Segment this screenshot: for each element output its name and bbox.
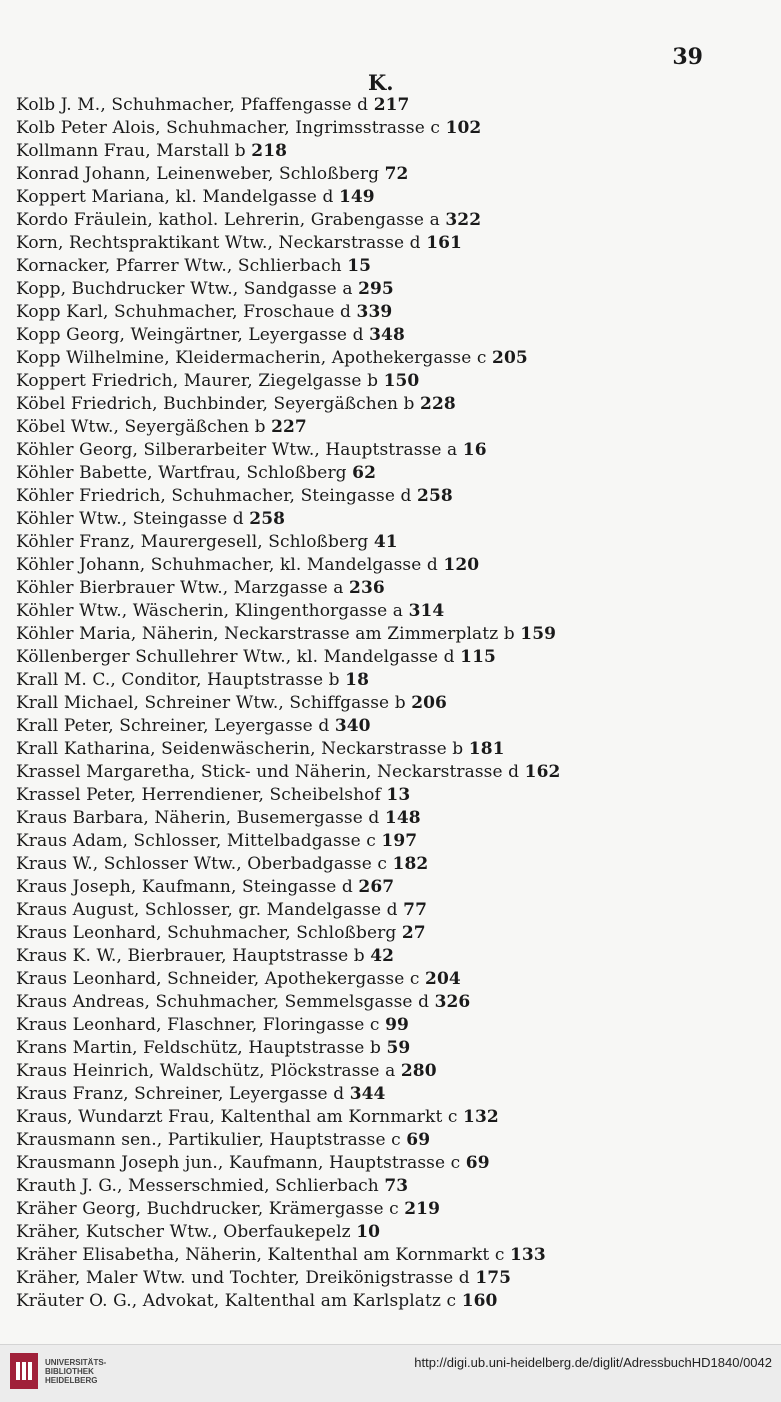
address-entry xyxy=(16,600,773,623)
entry-house-number: 236 xyxy=(349,578,385,598)
entry-text: Köhler Wtw., Steingasse d xyxy=(16,509,244,529)
address-entry xyxy=(16,1175,773,1198)
entry-house-number: 206 xyxy=(411,693,447,713)
entry-house-number: 73 xyxy=(384,1176,409,1196)
entry-house-number: 120 xyxy=(443,555,480,575)
entry-text: Kopp, Buchdrucker Wtw., Sandgasse a xyxy=(16,279,353,299)
entry-text: Köhler Bierbrauer Wtw., Marzgasse a xyxy=(16,578,344,598)
address-entry xyxy=(16,1014,773,1037)
entry-house-number: 69 xyxy=(465,1153,490,1173)
entry-house-number: 133 xyxy=(510,1245,546,1265)
entry-text: Köhler Georg, Silberarbeiter Wtw., Hauptstrasse a xyxy=(16,440,458,460)
entry-text: Kolb J. M., Schuhmacher, Pfaffengasse d xyxy=(16,95,369,115)
entry-house-number: 258 xyxy=(417,486,453,506)
entry-house-number: 348 xyxy=(369,325,405,345)
address-entry xyxy=(16,301,773,324)
entry-text: Köhler Johann, Schuhmacher, kl. Mandelgasse d xyxy=(16,555,438,575)
address-entry xyxy=(16,646,773,669)
entry-house-number: 205 xyxy=(492,348,528,368)
entry-text: Krall Michael, Schreiner Wtw., Schiffgasse b xyxy=(16,693,406,713)
address-entry xyxy=(16,715,773,738)
entry-text: Kopp Karl, Schuhmacher, Froschaue d xyxy=(16,302,351,322)
address-entry xyxy=(16,1290,773,1313)
address-entry xyxy=(16,209,773,232)
address-entry xyxy=(16,692,773,715)
entry-house-number: 72 xyxy=(384,164,409,184)
entry-house-number: 132 xyxy=(463,1107,499,1127)
entry-text: Kopp Wilhelmine, Kleidermacherin, Apothekergasse c xyxy=(16,348,487,368)
entry-text: Kordo Fräulein, kathol. Lehrerin, Grabengasse a xyxy=(16,210,440,230)
entry-text: Kraus August, Schlosser, gr. Mandelgasse d xyxy=(16,900,398,920)
address-entry xyxy=(16,1106,773,1129)
footer-bar xyxy=(0,1344,781,1402)
entry-house-number: 77 xyxy=(403,900,428,920)
library-logo-icon xyxy=(10,1353,38,1389)
entry-text: Kraus W., Schlosser Wtw., Oberbadgasse c xyxy=(16,854,387,874)
entry-text: Krans Martin, Feldschütz, Hauptstrasse b xyxy=(16,1038,381,1058)
entry-text: Konrad Johann, Leinenweber, Schloßberg xyxy=(16,164,380,184)
entry-house-number: 258 xyxy=(249,509,286,529)
entry-text: Kraus Heinrich, Waldschütz, Plöckstrasse a xyxy=(16,1061,396,1081)
entry-text: Kräuter O. G., Advokat, Kaltenthal am Karlsplatz c xyxy=(16,1291,457,1311)
entry-house-number: 314 xyxy=(408,601,445,621)
entry-text: Koppert Mariana, kl. Mandelgasse d xyxy=(16,187,334,207)
entry-text: Krall Peter, Schreiner, Leyergasse d xyxy=(16,716,330,736)
entry-text: Kornacker, Pfarrer Wtw., Schlierbach xyxy=(16,256,342,276)
entry-house-number: 27 xyxy=(401,923,426,943)
entry-house-number: 197 xyxy=(381,831,418,851)
address-entry xyxy=(16,577,773,600)
entry-house-number: 340 xyxy=(334,716,371,736)
address-entry xyxy=(16,278,773,301)
entry-text: Krausmann sen., Partikulier, Hauptstrasse c xyxy=(16,1130,401,1150)
entry-text: Kraus Leonhard, Schneider, Apothekergasse c xyxy=(16,969,420,989)
address-entry xyxy=(16,439,773,462)
entry-house-number: 69 xyxy=(406,1130,431,1150)
entry-house-number: 175 xyxy=(475,1268,512,1288)
address-entry xyxy=(16,853,773,876)
entry-text: Köhler Friedrich, Schuhmacher, Steingasse d xyxy=(16,486,412,506)
entry-house-number: 339 xyxy=(356,302,393,322)
entry-house-number: 102 xyxy=(445,118,482,138)
address-entry xyxy=(16,784,773,807)
entry-house-number: 295 xyxy=(358,279,394,299)
address-entry xyxy=(16,324,773,347)
entry-text: Kraus Franz, Schreiner, Leyergasse d xyxy=(16,1084,345,1104)
address-entry xyxy=(16,1152,773,1175)
entry-text: Krassel Peter, Herrendiener, Scheibelshof xyxy=(16,785,381,805)
address-entry xyxy=(16,1267,773,1290)
entry-text: Kraus, Wundarzt Frau, Kaltenthal am Kornmarkt c xyxy=(16,1107,458,1127)
address-entry xyxy=(16,991,773,1014)
address-entry xyxy=(16,669,773,692)
address-entry xyxy=(16,163,773,186)
logo-line: HEIDELBERG xyxy=(45,1375,98,1385)
entry-text: Kolb Peter Alois, Schuhmacher, Ingrimsstrasse c xyxy=(16,118,441,138)
entry-text: Kräher, Maler Wtw. und Tochter, Dreikönigstrasse d xyxy=(16,1268,470,1288)
entry-text: Kraus Joseph, Kaufmann, Steingasse d xyxy=(16,877,353,897)
entry-house-number: 115 xyxy=(460,647,496,667)
address-entry xyxy=(16,186,773,209)
address-entry xyxy=(16,508,773,531)
entry-text: Kraus Leonhard, Flaschner, Floringasse c xyxy=(16,1015,380,1035)
address-entry xyxy=(16,462,773,485)
address-entry xyxy=(16,1129,773,1152)
entry-text: Köhler Maria, Näherin, Neckarstrasse am Zimmerplatz b xyxy=(16,624,515,644)
address-entry xyxy=(16,347,773,370)
entry-text: Kraus Andreas, Schuhmacher, Semmelsgasse d xyxy=(16,992,430,1012)
entry-text: Köhler Babette, Wartfrau, Schloßberg xyxy=(16,463,347,483)
entry-text: Koppert Friedrich, Maurer, Ziegelgasse b xyxy=(16,371,379,391)
entry-house-number: 42 xyxy=(370,946,395,966)
address-entry xyxy=(16,922,773,945)
address-entry xyxy=(16,1198,773,1221)
entry-house-number: 149 xyxy=(338,187,375,207)
entry-text: Krassel Margaretha, Stick- und Näherin, Neckarstrasse d xyxy=(16,762,520,782)
entry-house-number: 159 xyxy=(520,624,557,644)
address-entry xyxy=(16,1037,773,1060)
entry-house-number: 181 xyxy=(468,739,505,759)
entry-house-number: 10 xyxy=(356,1222,381,1242)
entry-house-number: 219 xyxy=(404,1199,441,1219)
entry-house-number: 182 xyxy=(392,854,429,874)
entry-text: Krall Katharina, Seidenwäscherin, Neckarstrasse b xyxy=(16,739,464,759)
entry-text: Krauth J. G., Messerschmied, Schlierbach xyxy=(16,1176,379,1196)
logo-line: BIBLIOTHEK xyxy=(45,1366,94,1376)
address-entry xyxy=(16,416,773,439)
address-entry-list xyxy=(16,94,773,1313)
address-entry xyxy=(16,94,773,117)
address-entry xyxy=(16,1083,773,1106)
address-entry xyxy=(16,554,773,577)
address-entry xyxy=(16,232,773,255)
entry-text: Kopp Georg, Weingärtner, Leyergasse d xyxy=(16,325,364,345)
library-logo[interactable] xyxy=(10,1353,106,1389)
entry-house-number: 16 xyxy=(462,440,487,460)
address-entry xyxy=(16,117,773,140)
entry-house-number: 204 xyxy=(425,969,461,989)
entry-house-number: 218 xyxy=(251,141,288,161)
page-number: 39 xyxy=(672,44,703,70)
entry-text: Kräher Elisabetha, Näherin, Kaltenthal am Kornmarkt c xyxy=(16,1245,505,1265)
entry-house-number: 15 xyxy=(347,256,372,276)
entry-house-number: 150 xyxy=(383,371,420,391)
address-entry xyxy=(16,899,773,922)
entry-house-number: 217 xyxy=(373,95,410,115)
address-entry xyxy=(16,830,773,853)
entry-house-number: 267 xyxy=(358,877,395,897)
entry-house-number: 18 xyxy=(345,670,370,690)
entry-text: Kraus Adam, Schlosser, Mittelbadgasse c xyxy=(16,831,376,851)
address-entry xyxy=(16,876,773,899)
entry-house-number: 161 xyxy=(426,233,462,253)
entry-house-number: 62 xyxy=(352,463,377,483)
entry-text: Kraus K. W., Bierbrauer, Hauptstrasse b xyxy=(16,946,365,966)
logo-line: UNIVERSITÄTS- xyxy=(45,1357,107,1367)
library-logo-text xyxy=(45,1358,106,1385)
address-entry xyxy=(16,623,773,646)
section-letter: K. xyxy=(368,70,394,95)
address-entry xyxy=(16,485,773,508)
address-entry xyxy=(16,140,773,163)
address-entry xyxy=(16,393,773,416)
entry-house-number: 227 xyxy=(271,417,307,437)
source-url-link[interactable]: http://digi.ub.uni-heidelberg.de/diglit/AdressbuchHD1840/0042 xyxy=(414,1355,772,1370)
address-entry xyxy=(16,761,773,784)
address-entry xyxy=(16,1221,773,1244)
entry-house-number: 148 xyxy=(384,808,421,828)
entry-house-number: 162 xyxy=(524,762,561,782)
entry-text: Krausmann Joseph jun., Kaufmann, Hauptstrasse c xyxy=(16,1153,461,1173)
entry-house-number: 322 xyxy=(445,210,482,230)
address-entry xyxy=(16,945,773,968)
entry-text: Krall M. C., Conditor, Hauptstrasse b xyxy=(16,670,340,690)
address-entry xyxy=(16,1244,773,1267)
entry-text: Korn, Rechtspraktikant Wtw., Neckarstrasse d xyxy=(16,233,421,253)
entry-house-number: 99 xyxy=(385,1015,409,1035)
entry-text: Kraus Barbara, Näherin, Busemergasse d xyxy=(16,808,380,828)
address-entry xyxy=(16,738,773,761)
address-entry xyxy=(16,807,773,830)
entry-house-number: 228 xyxy=(420,394,456,414)
entry-text: Köbel Friedrich, Buchbinder, Seyergäßchen b xyxy=(16,394,415,414)
entry-house-number: 344 xyxy=(349,1084,386,1104)
entry-text: Kraus Leonhard, Schuhmacher, Schloßberg xyxy=(16,923,397,943)
address-entry xyxy=(16,531,773,554)
entry-house-number: 160 xyxy=(461,1291,498,1311)
address-entry xyxy=(16,370,773,393)
entry-text: Köhler Wtw., Wäscherin, Klingenthorgasse a xyxy=(16,601,404,621)
entry-text: Köllenberger Schullehrer Wtw., kl. Mandelgasse d xyxy=(16,647,455,667)
address-entry xyxy=(16,1060,773,1083)
entry-house-number: 13 xyxy=(386,785,411,805)
address-entry xyxy=(16,968,773,991)
entry-text: Kräher Georg, Buchdrucker, Krämergasse c xyxy=(16,1199,399,1219)
entry-house-number: 41 xyxy=(373,532,398,552)
entry-text: Kollmann Frau, Marstall b xyxy=(16,141,246,161)
entry-text: Köhler Franz, Maurergesell, Schloßberg xyxy=(16,532,369,552)
address-entry xyxy=(16,255,773,278)
entry-house-number: 326 xyxy=(434,992,471,1012)
entry-house-number: 280 xyxy=(400,1061,437,1081)
entry-house-number: 59 xyxy=(386,1038,411,1058)
entry-text: Köbel Wtw., Seyergäßchen b xyxy=(16,417,266,437)
entry-text: Kräher, Kutscher Wtw., Oberfaukepelz xyxy=(16,1222,351,1242)
